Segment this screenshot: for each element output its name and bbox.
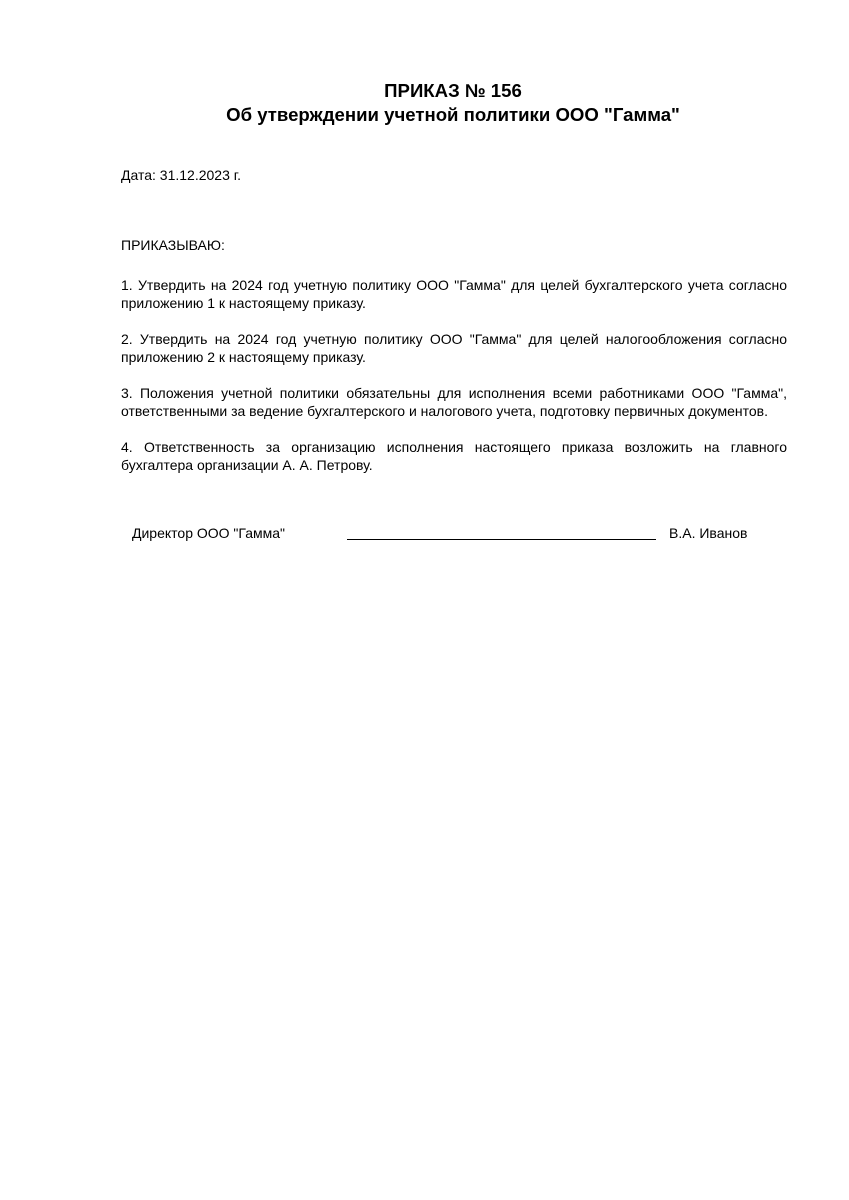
signatory-position: Директор ООО "Гамма" (132, 525, 285, 541)
signature-block (0, 524, 849, 544)
document-subtitle: Об утверждении учетной политики ООО "Гамма" (226, 104, 680, 125)
order-item-1: 1. Утвердить на 2024 год учетную политику ООО "Гамма" для целей бухгалтерского учета согласно приложению 1 к настоящему приказу. (121, 277, 787, 311)
order-heading: ПРИКАЗЫВАЮ: (121, 237, 225, 253)
order-item-4: 4. Ответственность за организацию исполнения настоящего приказа возложить на главного бухгалтера организации А. А. Петрову. (121, 439, 787, 473)
signatory-name: В.А. Иванов (669, 525, 748, 541)
order-item-3: 3. Положения учетной политики обязательны для исполнения всеми работниками ООО "Гамма", ответственными за ведение бухгалтерского и налогового учета, подготовку первичных документов. (121, 385, 787, 419)
document-title: ПРИКАЗ № 156 (384, 80, 522, 101)
document-header (0, 79, 849, 127)
document-date: Дата: 31.12.2023 г. (121, 167, 242, 183)
signature-line (347, 539, 656, 540)
order-item-2: 2. Утвердить на 2024 год учетную политику ООО "Гамма" для целей налогообложения согласно приложению 2 к настоящему приказу. (121, 331, 787, 365)
order-items (121, 276, 787, 492)
